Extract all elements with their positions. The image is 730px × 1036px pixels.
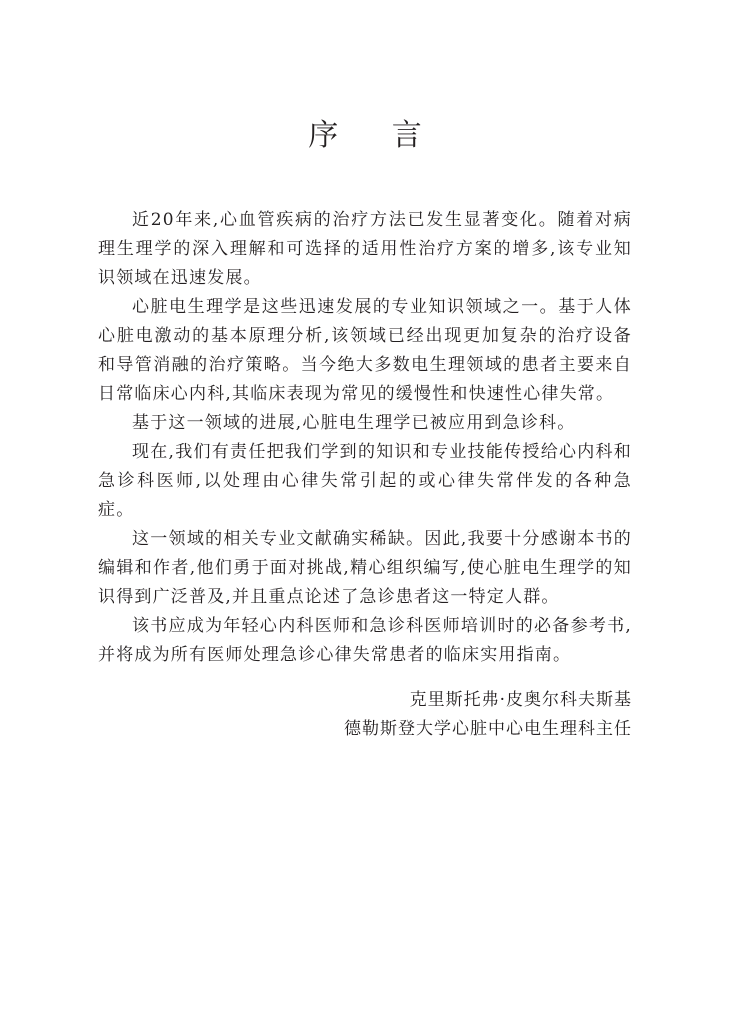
signature-name: 克里斯托弗·皮奥尔科夫斯基 (409, 690, 632, 710)
paragraph-4: 现在,我们有责任把我们学到的知识和专业技能传授给心内科和急诊科医师,以处理由心律失常引起的或心律失常伴发的各种急症。 (98, 442, 632, 520)
paragraph-1: 近20年来,心血管疾病的治疗方法已发生显著变化。随着对病理生理学的深入理解和可选择的适用性治疗方案的增多,该专业知识领域在迅速发展。 (98, 210, 632, 288)
preface-body (98, 206, 632, 670)
signature-block (344, 686, 632, 744)
page-title: 序 言 (308, 118, 444, 153)
signature-affiliation: 德勒斯登大学心脏中心电生理科主任 (344, 719, 632, 739)
paragraph-2: 心脏电生理学是这些迅速发展的专业知识领域之一。基于人体心脏电激动的基本原理分析,该领域已经出现更加复杂的治疗设备和导管消融的治疗策略。当今绝大多数电生理领域的患者主要来自日常临床心内科,其临床表现为常见的缓慢性和快速性心律失常。 (98, 297, 632, 404)
paragraph-6: 该书应成为年轻心内科医师和急诊科医师培训时的必备参考书,并将成为所有医师处理急诊心律失常患者的临床实用指南。 (98, 616, 632, 665)
paragraph-5: 这一领域的相关专业文献确实稀缺。因此,我要十分感谢本书的编辑和作者,他们勇于面对挑战,精心组织编写,使心脏电生理学的知识得到广泛普及,并且重点论述了急诊患者这一特定人群。 (98, 529, 632, 607)
paragraph-3: 基于这一领域的进展,心脏电生理学已被应用到急诊科。 (132, 413, 576, 433)
